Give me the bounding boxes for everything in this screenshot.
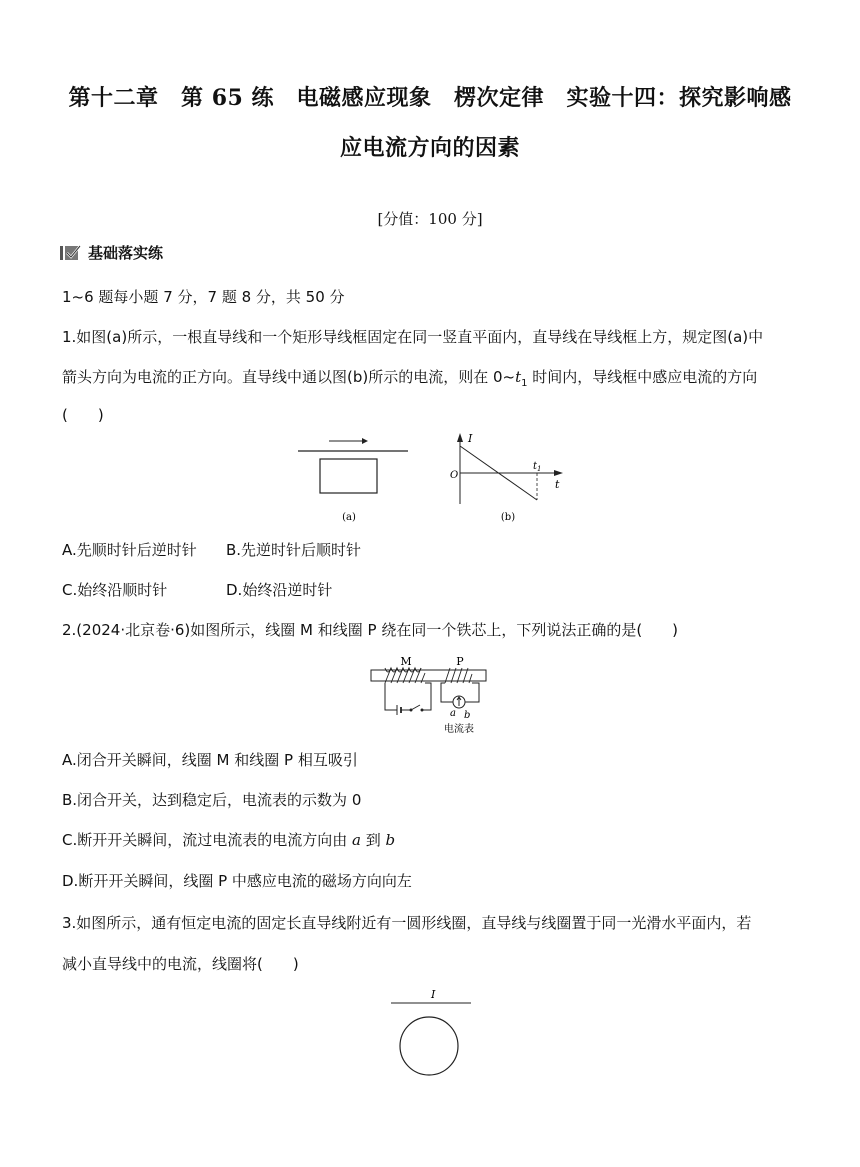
q2-option-d: D.断开开关瞬间，线圈 P 中感应电流的磁场方向向左 [62,872,412,890]
q2-option-a: A.闭合开关瞬间，线圈 M 和线圈 P 相互吸引 [62,751,358,769]
q1-option-b: B.先逆时针后顺时针 [226,541,362,559]
q1-fig-b-label: (b) [500,512,516,523]
q2-ammeter-label: 电流表 [444,724,474,735]
q2-label-a: a [450,708,456,719]
q2-stem: 2.(2024·北京卷·6)如图所示，线圈 M 和线圈 P 绕在同一个铁芯上，下列说法正确的是( ) [62,621,679,639]
checklist-icon [60,244,82,262]
page-title-line2: 应电流方向的因素 [339,135,520,161]
q1-fig-a-label: (a) [342,512,356,523]
q3-stem-line1: 3.如图所示，通有恒定电流的固定长直导线附近有一圆形线圈，直导线与线圈置于同一光滑水平面内，若 [62,914,752,932]
q3-fig-label-i: I [431,988,436,1001]
q3-stem-line2: 减小直导线中的电流，线圈将( ) [62,955,299,973]
q1-fig-b-ylabel: I [468,432,473,445]
q1-answer-blank: ( ) [62,406,104,424]
q1-figure-b [440,428,570,525]
section-header [60,242,163,263]
q2-label-m: M [400,655,412,668]
q1-fig-b-xlabel: t [555,478,560,491]
score-note: [分值：100 分] [377,210,483,228]
q2-label-p: P [456,655,464,668]
q2-option-c: C.断开开关瞬间，流过电流表的电流方向由 a 到 b [62,831,396,849]
q1-option-a: A.先顺时针后逆时针 [62,541,197,559]
q2-option-b: B.闭合开关，达到稳定后，电流表的示数为 0 [62,791,362,809]
scoring-note: 1~6 题每小题 7 分，7 题 8 分，共 50 分 [62,288,345,306]
q2-label-b: b [464,710,471,721]
q1-fig-b-t1: $t_1$ [533,461,542,473]
section-label: 基础落实练 [88,244,164,262]
q1-fig-b-origin: O [450,470,459,481]
q2-circuit-figure [365,652,495,737]
q1-option-d: D.始终沿逆时针 [226,581,333,599]
q1-figure-a [290,430,415,525]
q1-stem-line1: 1.如图(a)所示，一根直导线和一个矩形导线框固定在同一竖直平面内，直导线在导线框上方，规定图(a)中 [62,328,764,346]
page-title-line1: 第十二章 第 65 练 电磁感应现象 楞次定律 实验十四：探究影响感 [68,85,792,111]
q1-option-c: C.始终沿顺时针 [62,581,168,599]
q1-stem-line2: 箭头方向为电流的正方向。直导线中通以图(b)所示的电流，则在 $0\sim t_1$ 时间内，导线框中感应电流的方向 [62,368,758,389]
q3-figure [385,985,475,1080]
